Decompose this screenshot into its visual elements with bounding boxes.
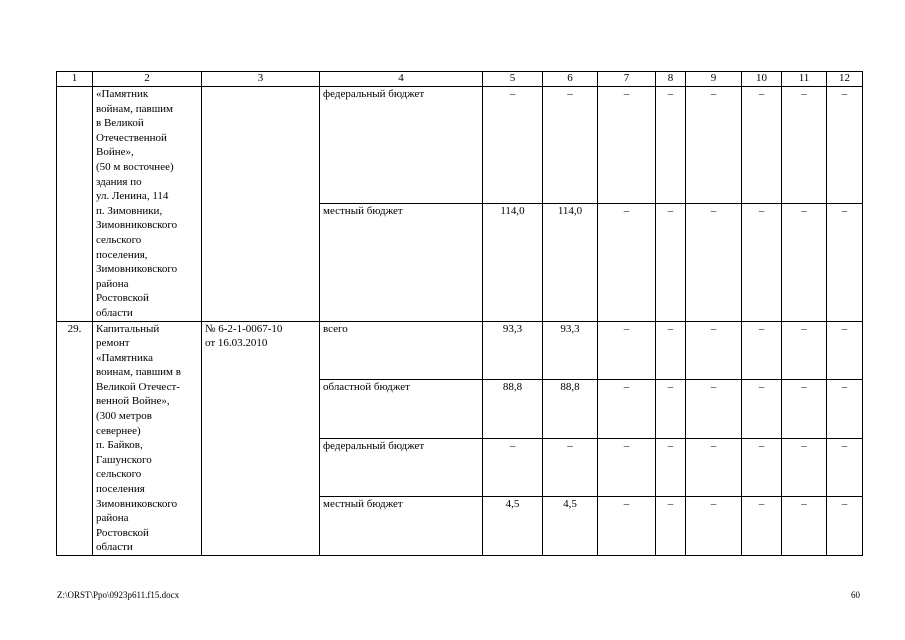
col-header: 3: [202, 72, 320, 87]
funding-source: местный бюджет: [320, 204, 483, 321]
funding-source: федеральный бюджет: [320, 87, 483, 204]
col-header: 12: [827, 72, 863, 87]
value-col12: –: [827, 321, 863, 380]
value-col11: –: [782, 87, 827, 204]
value-col6: 114,0: [543, 204, 598, 321]
value-col10: –: [742, 321, 782, 380]
value-col8: –: [656, 87, 686, 204]
table-row: [57, 321, 863, 380]
col-header: 8: [656, 72, 686, 87]
value-col8: –: [656, 321, 686, 380]
col-header: 1: [57, 72, 93, 87]
document-cell: [202, 321, 320, 556]
value-col5: –: [483, 438, 543, 497]
row-number-cell: [57, 87, 93, 322]
object-name: Капитальный ремонт «Памятника воинам, павшим в Великой Отечест- венной Войне», (300 метров севернее) п. Байков, Гашунского сельского поселения Зимовниковского района Ростовской области: [96, 322, 181, 554]
value-col5: 88,8: [483, 380, 543, 439]
value-col7: –: [598, 321, 656, 380]
object-name: «Памятник войнам, павшим в Великой Отечественной Войне», (50 м восточнее) здания по ул. Ленина, 114 п. Зимовники, Зимовниковского сельского поселения, Зимовниковского района Ростовской области: [96, 88, 178, 319]
value-col5: 4,5: [483, 497, 543, 556]
object-name-cell: [93, 321, 202, 556]
funding-source: федеральный бюджет: [320, 438, 483, 497]
value-col12: –: [827, 497, 863, 556]
value-col11: –: [782, 321, 827, 380]
value-col6: –: [543, 438, 598, 497]
value-col11: –: [782, 204, 827, 321]
col-header: 11: [782, 72, 827, 87]
value-col6: 88,8: [543, 380, 598, 439]
table-row: [57, 87, 863, 204]
value-col8: –: [656, 438, 686, 497]
col-header: 4: [320, 72, 483, 87]
value-col9: –: [686, 380, 742, 439]
value-col6: 93,3: [543, 321, 598, 380]
value-col9: –: [686, 204, 742, 321]
value-col9: –: [686, 438, 742, 497]
value-col5: 93,3: [483, 321, 543, 380]
value-col7: –: [598, 380, 656, 439]
document-number: № 6-2-1-0067-10 от 16.03.2010: [205, 322, 283, 350]
document-path: Z:\ORST\Ppo\0923p611.f15.docx: [57, 590, 180, 600]
value-col9: –: [686, 321, 742, 380]
value-col10: –: [742, 497, 782, 556]
col-header: 7: [598, 72, 656, 87]
funding-source: областной бюджет: [320, 380, 483, 439]
value-col9: –: [686, 87, 742, 204]
col-header: 9: [686, 72, 742, 87]
row-number-cell: 29.: [57, 321, 93, 556]
value-col12: –: [827, 87, 863, 204]
value-col7: –: [598, 438, 656, 497]
value-col11: –: [782, 497, 827, 556]
value-col5: 114,0: [483, 204, 543, 321]
value-col10: –: [742, 380, 782, 439]
col-header: 2: [93, 72, 202, 87]
value-col8: –: [656, 497, 686, 556]
value-col6: 4,5: [543, 497, 598, 556]
value-col7: –: [598, 204, 656, 321]
document-cell: [202, 87, 320, 322]
col-header: 10: [742, 72, 782, 87]
page-number: 60: [851, 590, 860, 600]
value-col8: –: [656, 204, 686, 321]
funding-source: местный бюджет: [320, 497, 483, 556]
value-col6: –: [543, 87, 598, 204]
value-col11: –: [782, 380, 827, 439]
value-col8: –: [656, 380, 686, 439]
value-col11: –: [782, 438, 827, 497]
object-name-cell: [93, 87, 202, 322]
value-col7: –: [598, 87, 656, 204]
value-col7: –: [598, 497, 656, 556]
value-col5: –: [483, 87, 543, 204]
value-col12: –: [827, 204, 863, 321]
value-col10: –: [742, 204, 782, 321]
value-col12: –: [827, 380, 863, 439]
col-header: 5: [483, 72, 543, 87]
header-row: [57, 72, 863, 87]
funding-source: всего: [320, 321, 483, 380]
value-col12: –: [827, 438, 863, 497]
value-col9: –: [686, 497, 742, 556]
value-col10: –: [742, 438, 782, 497]
col-header: 6: [543, 72, 598, 87]
budget-table: [56, 71, 863, 556]
value-col10: –: [742, 87, 782, 204]
